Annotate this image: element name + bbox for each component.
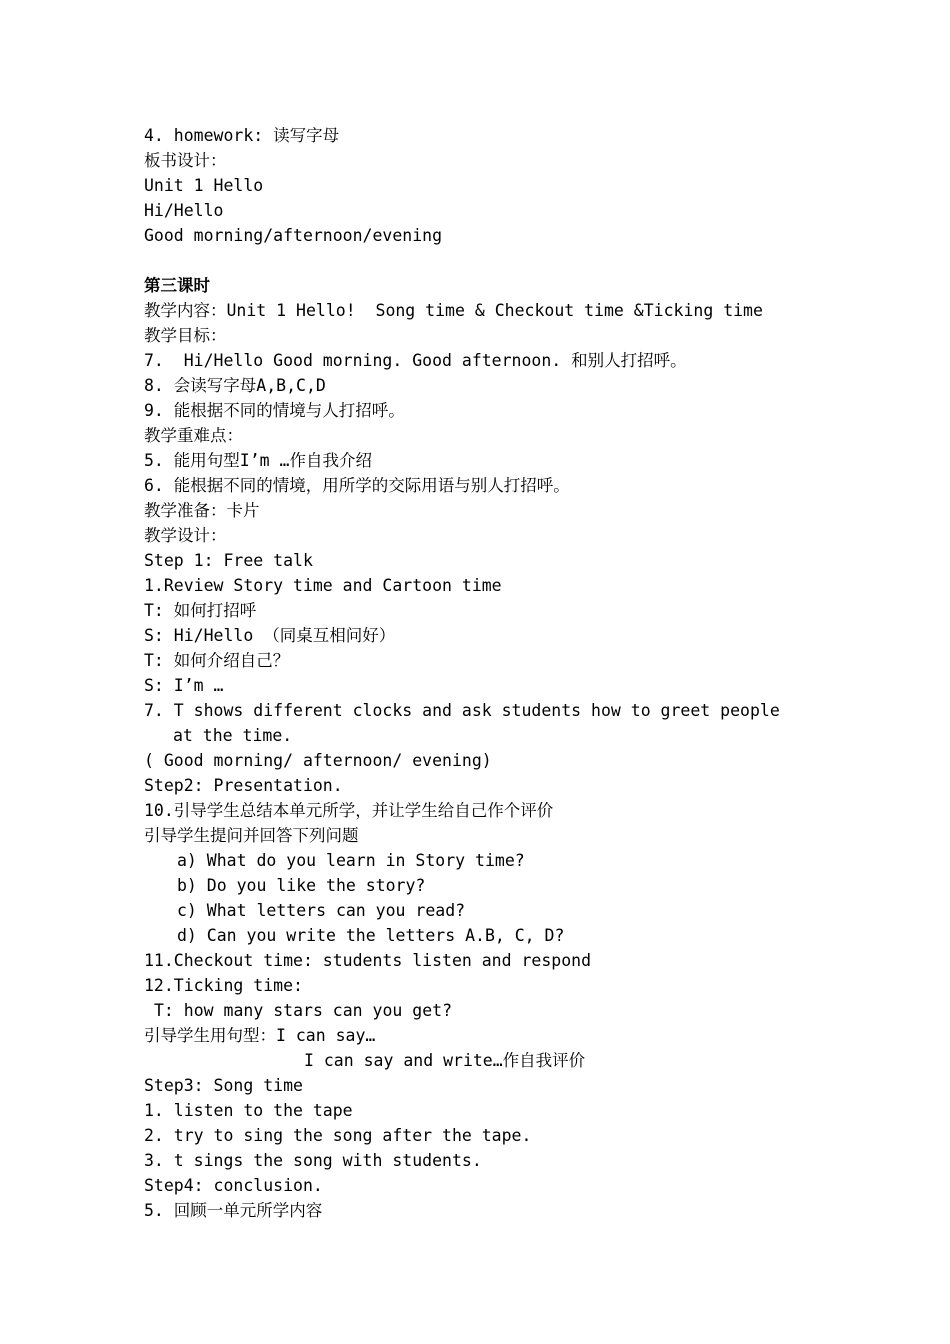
text-line: 11.Checkout time: students listen and respond [144, 951, 592, 970]
text-line: 1.Review Story time and Cartoon time [144, 576, 502, 595]
text-line: Unit 1 Hello [144, 176, 264, 195]
section-heading: 第三课时 [144, 276, 210, 295]
list-item: a) What do you learn in Story time? [177, 851, 525, 870]
text-line: Step 1: Free talk [144, 551, 313, 570]
text-line: 教学目标： [144, 326, 227, 345]
text-line: 12.Ticking time: [144, 976, 303, 995]
text-line: ( Good morning/ afternoon/ evening) [144, 751, 492, 770]
text-line: 教学内容：Unit 1 Hello! Song time & Checkout time &Ticking time [144, 301, 763, 320]
text-line: 教学重难点： [144, 426, 243, 445]
text-line: Step4: conclusion. [144, 1176, 323, 1195]
text-line: 5. 回顾一单元所学内容 [144, 1201, 323, 1220]
text-line: 9. 能根据不同的情境与人打招呼。 [144, 401, 405, 420]
text-line: S: I’m … [144, 676, 224, 695]
text-line: 2. try to sing the song after the tape. [144, 1126, 532, 1145]
text-line: T: 如何打招呼 [144, 601, 257, 620]
text-line: 引导学生提问并回答下列问题 [144, 826, 359, 845]
text-line: S: Hi/Hello （同桌互相问好） [144, 626, 396, 645]
text-line: 6. 能根据不同的情境，用所学的交际用语与别人打招呼。 [144, 476, 570, 495]
text-line: 4. homework: 读写字母 [144, 126, 340, 145]
text-line: 引导学生用句型：I can say… [144, 1026, 376, 1045]
list-item: c) What letters can you read? [177, 901, 466, 920]
list-item: d) Can you write the letters A.B, C, D? [177, 926, 565, 945]
text-line: 7. Hi/Hello Good morning. Good afternoon. 和别人打招呼。 [144, 351, 687, 370]
text-line: 10.引导学生总结本单元所学，并让学生给自己作个评价 [144, 801, 554, 820]
text-line: 8. 会读写字母A,B,C,D [144, 376, 326, 395]
text-line: I can say and write…作自我评价 [304, 1051, 586, 1070]
text-line: Good morning/afternoon/evening [144, 226, 443, 245]
text-line: at the time. [173, 726, 293, 745]
blank-line [144, 248, 864, 273]
text-line: 3. t sings the song with students. [144, 1151, 482, 1170]
text-line: 教学设计： [144, 526, 227, 545]
text-line: T: 如何介绍自己？ [144, 651, 290, 670]
text-line: 1. listen to the tape [144, 1101, 353, 1120]
text-line: 教学准备：卡片 [144, 501, 260, 520]
document-body [144, 123, 864, 1223]
text-line: Hi/Hello [144, 201, 224, 220]
text-line: 7. T shows different clocks and ask students how to greet people [144, 701, 780, 720]
text-line: T: how many stars can you get? [154, 1001, 453, 1020]
text-line: Step2: Presentation. [144, 776, 343, 795]
list-item: b) Do you like the story? [177, 876, 426, 895]
text-line: 5. 能用句型I’m …作自我介绍 [144, 451, 372, 470]
text-line: 板书设计： [144, 151, 227, 170]
text-line: Step3: Song time [144, 1076, 303, 1095]
